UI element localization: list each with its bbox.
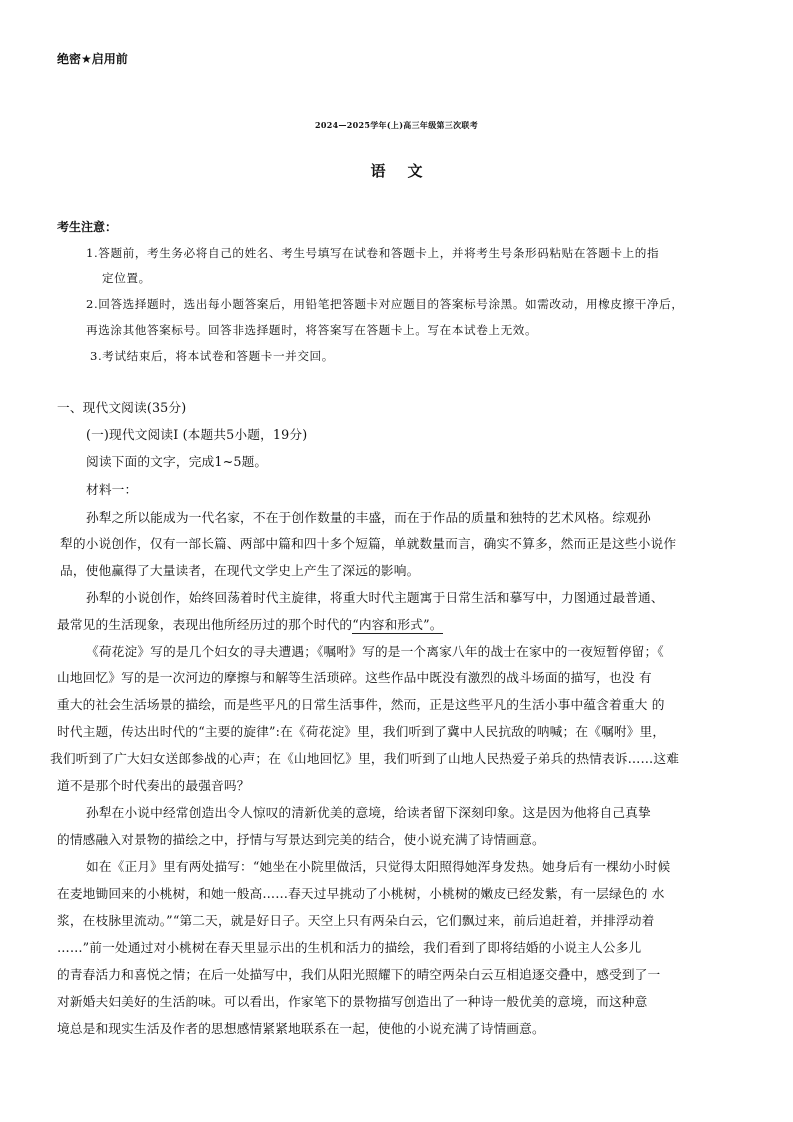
passage-line: 如在《正月》里有两处描写：“她坐在小院里做活，只觉得太阳照得她浑身发热。她身后有一棵幼小时候 (86, 859, 671, 874)
passage-line: 境总是和现实生活及作者的思想感情紧紧地联系在一起，使他的小说充满了诗情画意。 (57, 1021, 545, 1036)
passage-line: 在麦地锄回来的小桃树，和她一般高……春天过早挑动了小桃树，小桃树的嫩皮已经发紫，有一层绿色的 水 (57, 886, 665, 901)
passage-line (57, 614, 443, 633)
passage-line: 孙犁在小说中经常创造出令人惊叹的清新优美的意境，给读者留下深刻印象。这是因为他将自己真挚 (86, 805, 651, 820)
passage-line: 我们听到了广大妇女送郎参战的心声；在《山地回忆》里，我们听到了山地人民热爱子弟兵的热情表诉……这难 (50, 751, 680, 766)
passage-line: 道不是那个时代奏出的最强音吗？ (57, 778, 250, 793)
reading-instruction: 阅读下面的文字，完成1~5题。 (86, 454, 268, 469)
exam-title: 2024—2025学年(上)高三年级第三次联考 (315, 120, 478, 130)
passage-line: 浆，在枝脉里流动。”“第二天，就是好日子。天空上只有两朵白云，它们飘过来，前后追赶着，并排浮动着 (57, 913, 655, 928)
passage-line: 品，使他赢得了大量读者，在现代文学史上产生了深远的影响。 (60, 563, 420, 578)
notice-line: 定位置。 (102, 271, 151, 285)
passage-line: 孙犁之所以能成为一代名家，不在于创作数量的丰盛，而在于作品的质量和独特的艺术风格。综观孙 (86, 510, 651, 525)
notice-line: 3.考试结束后，将本试卷和答题卡一并交回。 (90, 349, 334, 363)
confidential-label: 绝密★启用前 (57, 52, 128, 66)
passage-line: 犁的小说创作，仅有一部长篇、两部中篇和四十多个短篇，单就数量而言，确实不算多，然而正是这些小说作 (60, 536, 677, 551)
subsection-heading: (一)现代文阅读Ⅰ (本题共5小题，19分) (86, 427, 308, 442)
passage-line: ……”前一处通过对小桃树在春天里显示出的生机和活力的描绘，我们看到了即将结婚的小说主人公多儿 (57, 940, 642, 955)
passage-line: 的情感融入对景物的描绘之中，抒情与写景达到完美的结合，使小说充满了诗情画意。 (57, 832, 545, 847)
notice-line: 2.回答选择题时，选出每小题答案后，用铅笔把答题卡对应题目的答案标号涂黑。如需改动，用橡皮擦干净后， (86, 297, 684, 311)
passage-line: 重大的社会生活场景的描绘，而是些平凡的日常生活事件，然而，正是这些平凡的生活小事中蕴含着重大 的 (57, 697, 665, 712)
passage-text: 最常见的生活现象，表现出他所经历过的那个时代的 (57, 617, 353, 632)
passage-line: 孙犁的小说创作，始终回荡着时代主旋律，将重大时代主题寓于日常生活和摹写中，力图通过最普通、 (86, 590, 664, 605)
passage-line: 的青春活力和喜悦之情；在后一处描写中，我们从阳光照耀下的晴空两朵白云互相追逐交叠中，感受到了一 (57, 967, 661, 982)
passage-line: 对新婚夫妇美好的生活韵味。可以看出，作家笔下的景物描写创造出了一种诗一般优美的意境，而这种意 (57, 994, 648, 1009)
passage-line: 山地回忆》写的是一次河边的摩擦与和解等生活琐碎。这些作品中既没有激烈的战斗场面的描写，也没 有 (57, 670, 652, 685)
material-label: 材料一： (86, 482, 138, 497)
underlined-quote: “内容和形式”。 (352, 617, 443, 632)
passage-line: 《荷花淀》写的是几个妇女的寻夫遭遇；《嘱咐》写的是一个离家八年的战士在家中的一夜短暂停留；《 (86, 644, 664, 659)
notice-line: 1.答题前，考生务必将自己的姓名、考生号填写在试卷和答题卡上，并将考生号条形码粘贴在答题卡上的指 (86, 246, 660, 260)
notice-line: 再选涂其他答案标号。回答非选择题时，将答案写在答题卡上。写在本试卷上无效。 (86, 323, 538, 337)
passage-line: 时代主题，传达出时代的“主要的旋律”:在《荷花淀》里，我们听到了冀中人民抗敌的呐喊；在《嘱咐》里， (57, 724, 666, 739)
notice-heading: 考生注意： (57, 220, 118, 234)
section-heading: 一、现代文阅读(35分) (57, 400, 187, 415)
subject-title: 语文 (370, 162, 445, 180)
